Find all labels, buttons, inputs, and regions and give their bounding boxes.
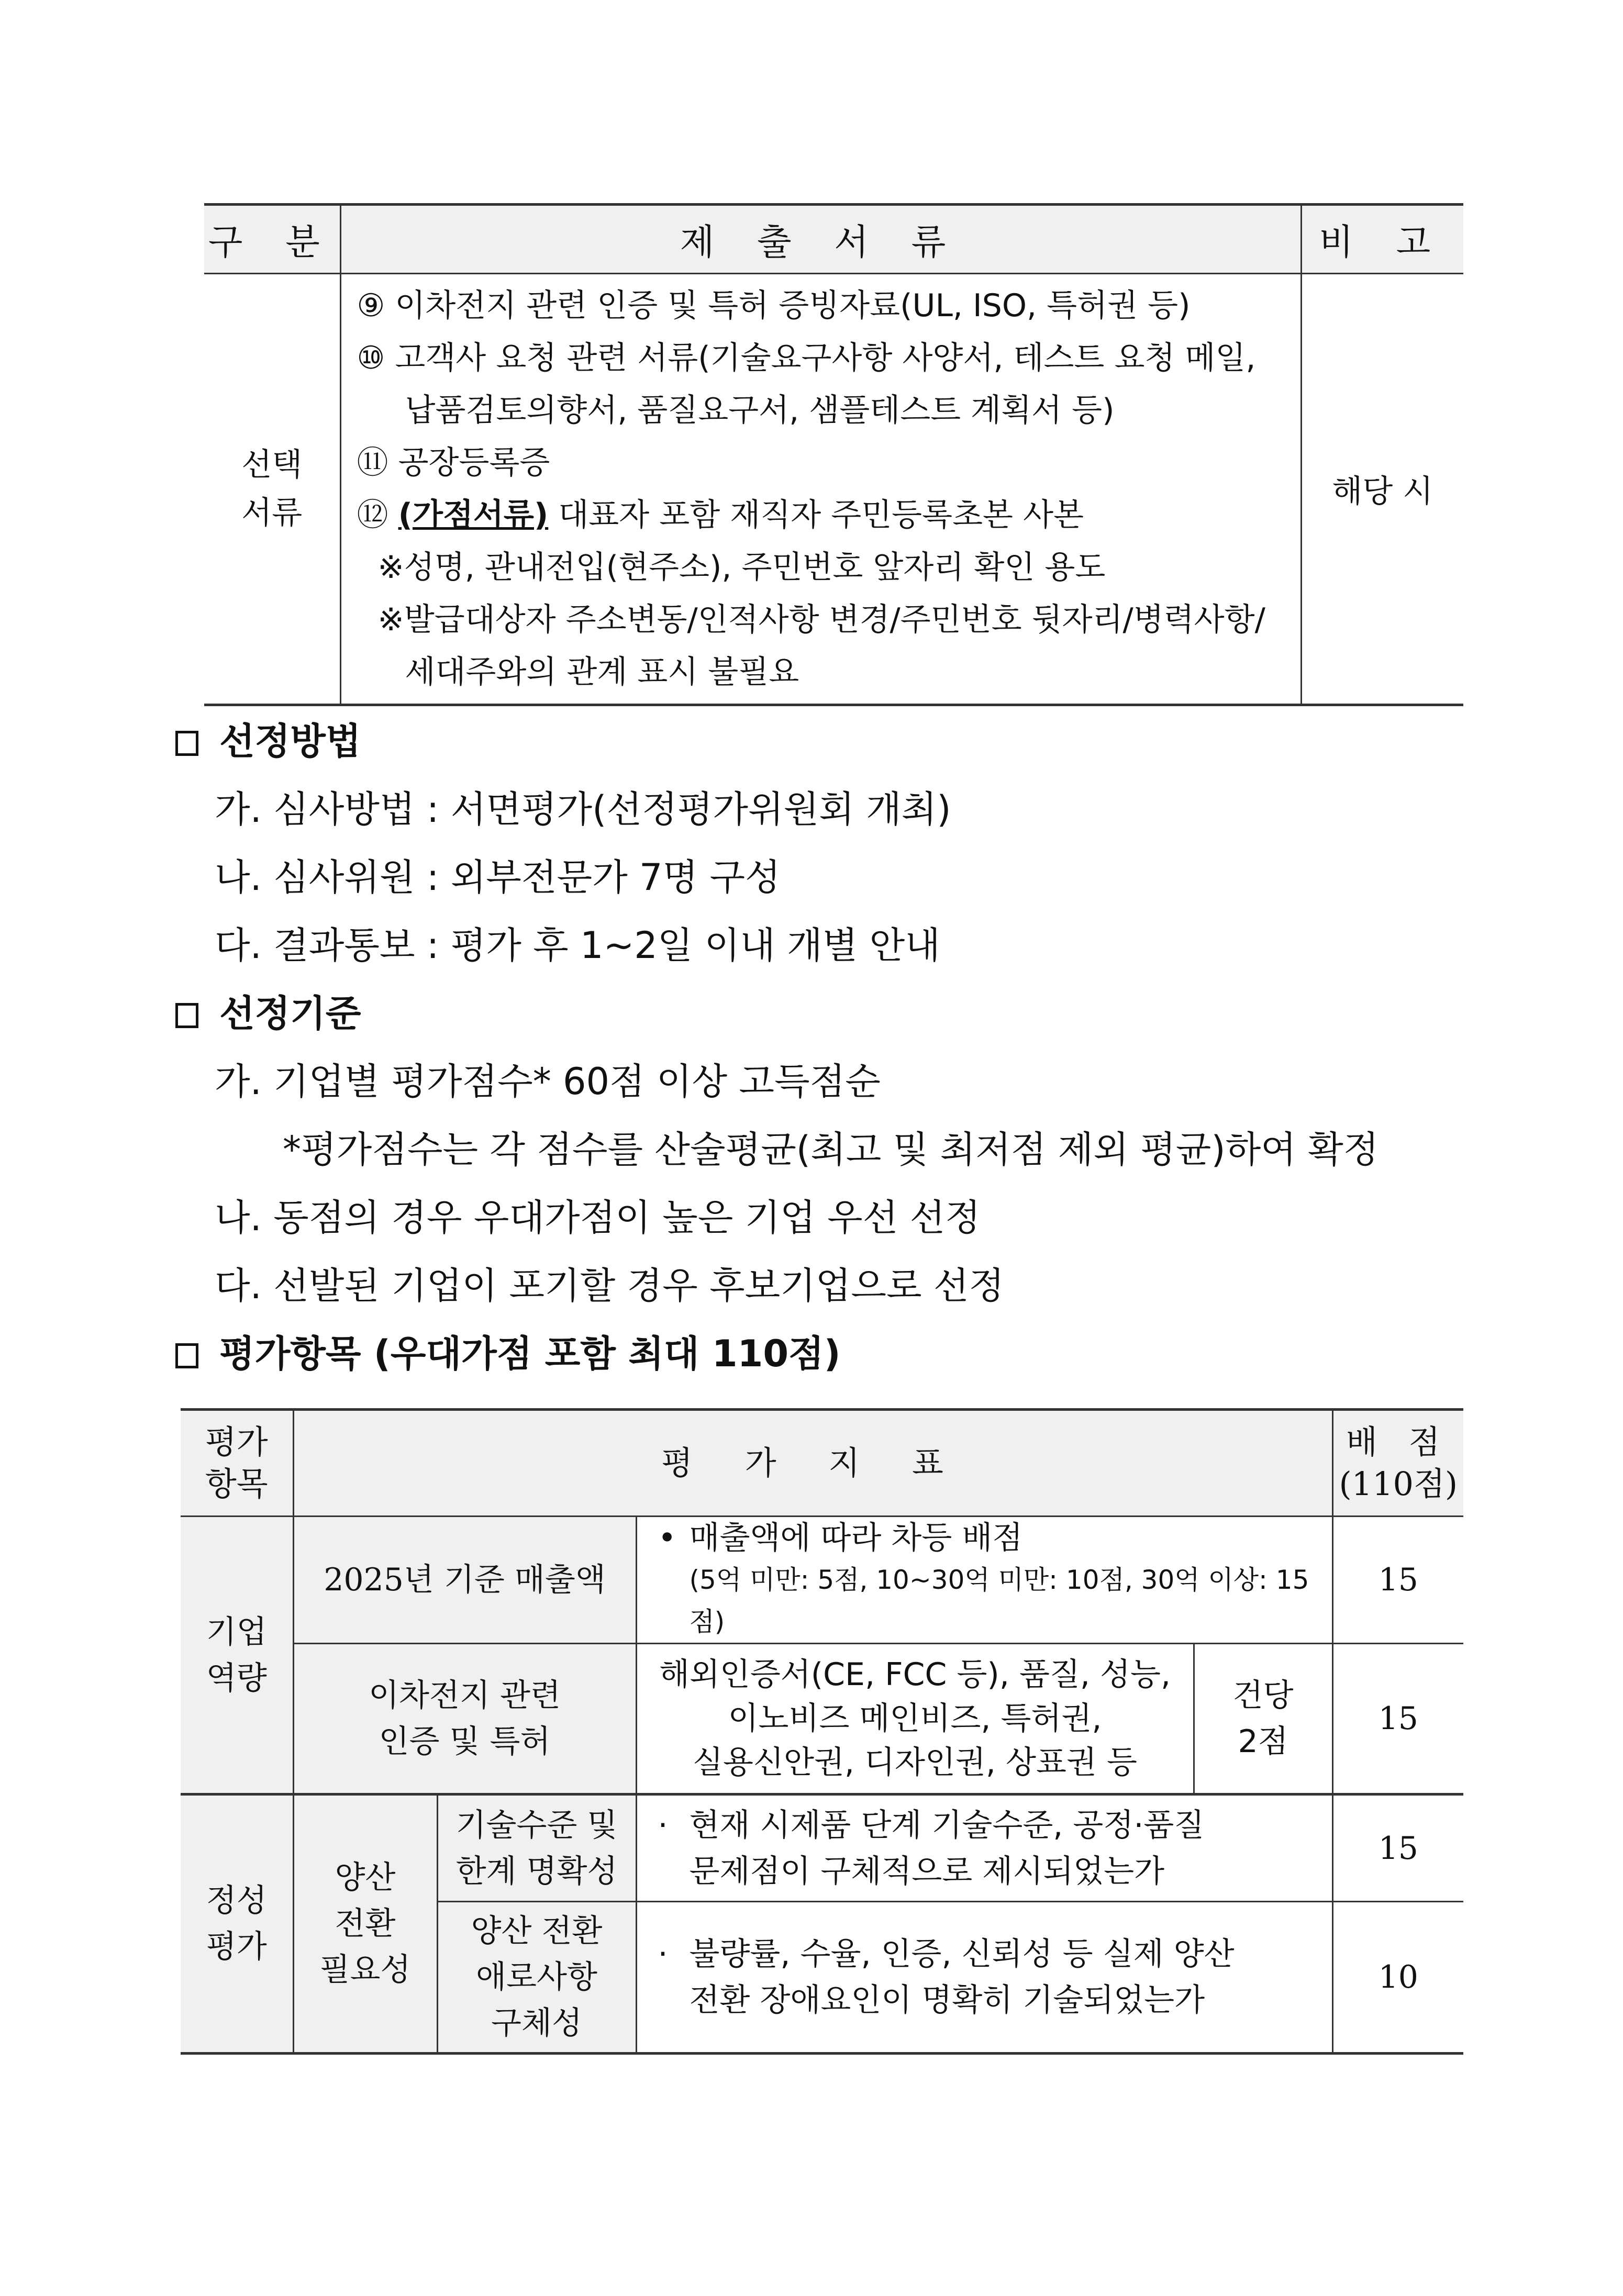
indicator-certification-desc: 해외인증서(CE, FCC 등), 품질, 성능, 이노비즈 메인비즈, 특허권, 실용신안권, 디자인권, 상표권 등 <box>636 1644 1194 1795</box>
submission-documents-table <box>204 203 1463 706</box>
method-item: 나. 심사위원 : 외부전문가 7명 구성 <box>215 856 781 899</box>
subcategory-mass-production-need: 양산 전환 필요성 <box>293 1795 437 2054</box>
score-revenue: 15 <box>1332 1517 1463 1644</box>
document-list <box>340 274 1301 705</box>
category-qualitative-evaluation: 정성 평가 <box>181 1795 293 2054</box>
document-item-10: ⑩ 고객사 요청 관련 서류(기술요구사항 사양서, 테스트 요청 메일, <box>357 340 1256 376</box>
category-line: 선택 <box>241 447 303 483</box>
remark-cell: 해당 시 <box>1301 274 1463 705</box>
indicator-mass-production-barriers: 양산 전환 애로사항 구체성 <box>437 1902 636 2054</box>
per-unit-score: 건당 2점 <box>1194 1644 1332 1795</box>
evaluation-table <box>181 1408 1463 2055</box>
document-item-10-continued: 납품검토의향서, 품질요구서, 샘플테스트 계획서 등) <box>405 392 1115 429</box>
criteria-footnote: *평가점수는 각 점수를 산술평균(최고 및 최저점 제외 평균)하여 확정 <box>283 1128 1379 1171</box>
document-item-9: ⑨ 이차전지 관련 인증 및 특허 증빙자료(UL, ISO, 특허권 등) <box>357 287 1191 324</box>
header-remark: 비 고 <box>1301 205 1463 274</box>
header-item: 평가 항목 <box>181 1410 293 1517</box>
criteria-item: 다. 선발된 기업이 포기할 경우 후보기업으로 선정 <box>215 1264 1005 1307</box>
score-certification: 15 <box>1332 1644 1463 1795</box>
checkbox-square-icon <box>175 731 198 756</box>
document-item-12: ⑫ (가점서류) 대표자 포함 재직자 주민등록초본 사본 <box>357 497 1084 533</box>
indicator-tech-level-desc: · 현재 시제품 단계 기술수준, 공정·품질 문제점이 구체적으로 제시되었는가 <box>636 1795 1332 1902</box>
criteria-item: 나. 동점의 경우 우대가점이 높은 기업 우선 선정 <box>215 1196 981 1239</box>
section-heading-method: 선정방법 <box>175 712 361 765</box>
header-score: 배 점 (110점) <box>1332 1410 1463 1517</box>
checkbox-square-icon <box>175 1343 198 1368</box>
indicator-barriers-desc: · 불량률, 수율, 인증, 신뢰성 등 실제 양산 전환 장애요인이 명확히 기술되었는가 <box>636 1902 1332 2054</box>
header-category: 구 분 <box>204 205 340 274</box>
category-line: 서류 <box>241 495 303 531</box>
criteria-item: 가. 기업별 평가점수* 60점 이상 고득점순 <box>215 1060 881 1103</box>
section-heading-evaluation: 평가항목 (우대가점 포함 최대 110점) <box>175 1324 841 1377</box>
header-indicator: 평 가 지 표 <box>293 1410 1332 1517</box>
section-heading-criteria: 선정기준 <box>175 984 361 1037</box>
method-item: 다. 결과통보 : 평가 후 1~2일 이내 개별 안내 <box>215 924 940 967</box>
indicator-tech-level: 기술수준 및 한계 명확성 <box>437 1795 636 1902</box>
category-optional-documents <box>204 274 340 705</box>
note-not-required: ※발급대상자 주소변동/인적사항 변경/주민번호 뒷자리/병력사항/ <box>377 601 1265 638</box>
score-tech-level: 15 <box>1332 1795 1463 1902</box>
note-not-required-continued: 세대주와의 관계 표시 불필요 <box>405 654 799 690</box>
score-barriers: 10 <box>1332 1902 1463 2054</box>
header-documents: 제 출 서 류 <box>340 205 1301 274</box>
indicator-revenue: 2025년 기준 매출액 <box>293 1517 636 1644</box>
document-item-11: ⑪ 공장등록증 <box>357 444 550 481</box>
bonus-documents-label: (가점서류) <box>398 497 549 533</box>
indicator-certification-patent: 이차전지 관련 인증 및 특허 <box>293 1644 636 1795</box>
method-item: 가. 심사방법 : 서면평가(선정평가위원회 개최) <box>215 788 951 831</box>
indicator-revenue-desc: • 매출액에 따라 차등 배점 (5억 미만: 5점, 10~30억 미만: 10점, 30억 이상: 15점) <box>636 1517 1332 1644</box>
checkbox-square-icon <box>175 1003 198 1028</box>
note-purpose: ※성명, 관내전입(현주소), 주민번호 앞자리 확인 용도 <box>377 549 1106 586</box>
category-company-capability: 기업 역량 <box>181 1517 293 1795</box>
